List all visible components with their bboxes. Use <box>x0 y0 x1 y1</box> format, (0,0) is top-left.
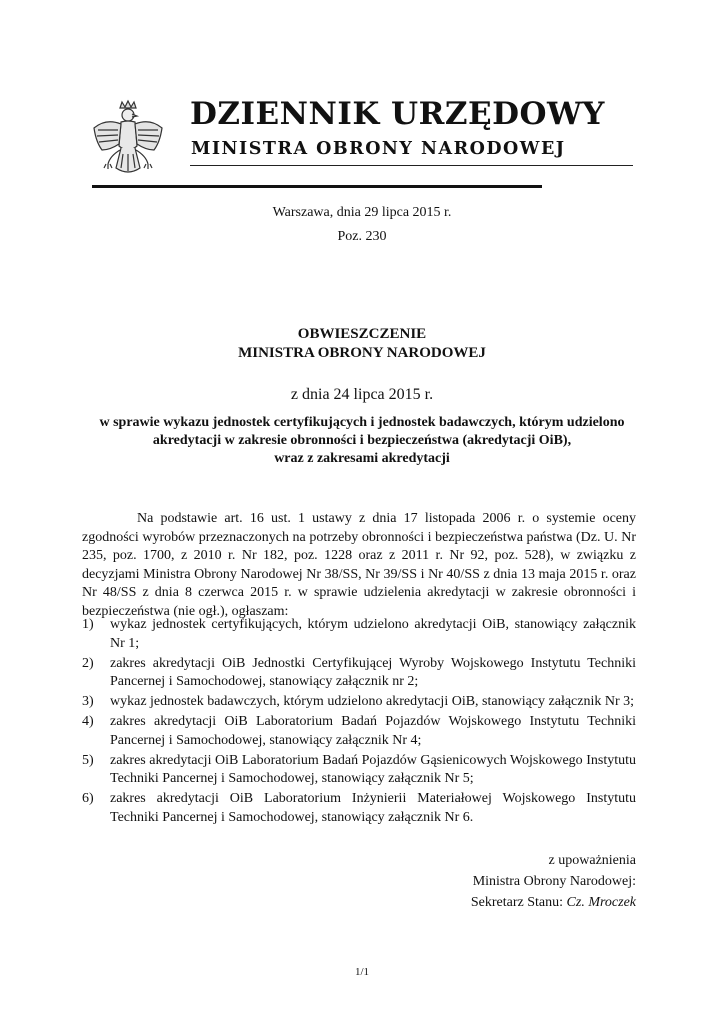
announcement-issuer: MINISTRA OBRONY NARODOWEJ <box>238 345 486 361</box>
list-item-text: zakres akredytacji OiB Laboratorium Badań Pojazdów Gąsienicowych Wojskowego Instytutu Techniki Pancernej i Samochodowej, stanowiący załącznik Nr 5; <box>110 752 636 786</box>
list-item-number: 3) <box>82 694 94 709</box>
signature-ministry: Ministra Obrony Narodowej: <box>472 874 636 889</box>
list-item <box>82 790 636 827</box>
announcement-date: z dnia 24 lipca 2015 r. <box>290 386 434 403</box>
subject-line-2: akredytacji w zakresie obronności i bezpieczeństwa (akredytacji OiB), <box>152 433 572 448</box>
annex-list <box>82 616 636 829</box>
header-divider-thick <box>92 185 542 188</box>
list-item <box>82 655 636 692</box>
list-item-number: 5) <box>82 752 94 768</box>
list-item-text: zakres akredytacji OiB Laboratorium Inżynierii Materiałowej Wojskowego Instytutu Techniki Pancernej i Samochodowej, stanowiący załącznik Nr 6. <box>110 791 636 825</box>
subject-line-1: w sprawie wykazu jednostek certyfikujących i jednostek badawczych, którym udzielono <box>99 415 625 430</box>
signature-authorization: z upoważnienia <box>548 853 636 868</box>
list-item-text: zakres akredytacji OiB Jednostki Certyfikującej Wyroby Wojskowego Instytutu Techniki Pancernej i Samochodowej, stanowiący załącznik nr 2; <box>110 655 636 689</box>
list-item-number: 4) <box>82 714 94 729</box>
body-intro-paragraph: Na podstawie art. 16 ust. 1 ustawy z dnia 17 listopada 2006 r. o systemie oceny zgodności wyrobów przeznaczonych na potrzeby obronności i bezpieczeństwa państwa (Dz. U. Nr 235, poz. 1700, z 2010 r. Nr 182, poz. 1228 oraz z 2011 r. Nr 92, poz. 528), w związku z decyzjami Ministra Obrony Narodowej Nr 38/SS, Nr 39/SS i Nr 40/SS z dnia 13 maja 2015 r. oraz Nr 48/SS z dnia 8 czerwca 2015 r. w sprawie udzielenia akredytacji w zakresie obronności i bezpieczeństwa (nie ogł.), ogłaszam: <box>82 511 636 619</box>
list-item-text: wykaz jednostek badawczych, którym udzielono akredytacji OiB, stanowiący załącznik Nr 3; <box>110 694 635 709</box>
list-item-number: 1) <box>82 617 94 632</box>
list-item <box>82 752 636 789</box>
journal-title: DZIENNIK URZĘDOWY <box>190 96 605 132</box>
subject-line-3: wraz z zakresami akredytacji <box>274 451 450 466</box>
place-date: Warszawa, dnia 29 lipca 2015 r. <box>272 205 452 220</box>
list-item-text: wykaz jednostek certyfikujących, którym udzielono akredytacji OiB, stanowiący załącznik Nr 1; <box>110 617 636 651</box>
list-item <box>82 713 636 750</box>
position-number: Poz. 230 <box>337 229 387 244</box>
signatory-name: Cz. Mroczek <box>566 895 636 910</box>
announcement-heading: OBWIESZCZENIE <box>297 326 427 342</box>
list-item-number: 2) <box>82 655 94 671</box>
signature-signatory <box>471 893 636 913</box>
list-item <box>82 616 636 653</box>
list-item-text: zakres akredytacji OiB Laboratorium Badań Pojazdów Wojskowego Instytutu Techniki Pancernej i Samochodowej, stanowiący załącznik Nr 4; <box>110 714 636 748</box>
list-item <box>82 693 636 712</box>
polish-eagle-emblem-icon <box>88 98 168 186</box>
signatory-title: Sekretarz Stanu: <box>470 895 567 910</box>
header-divider-thin <box>190 165 633 166</box>
journal-subtitle: MINISTRA OBRONY NARODOWEJ <box>191 139 566 159</box>
list-item-number: 6) <box>82 791 94 806</box>
page-number: 1/1 <box>354 966 370 978</box>
